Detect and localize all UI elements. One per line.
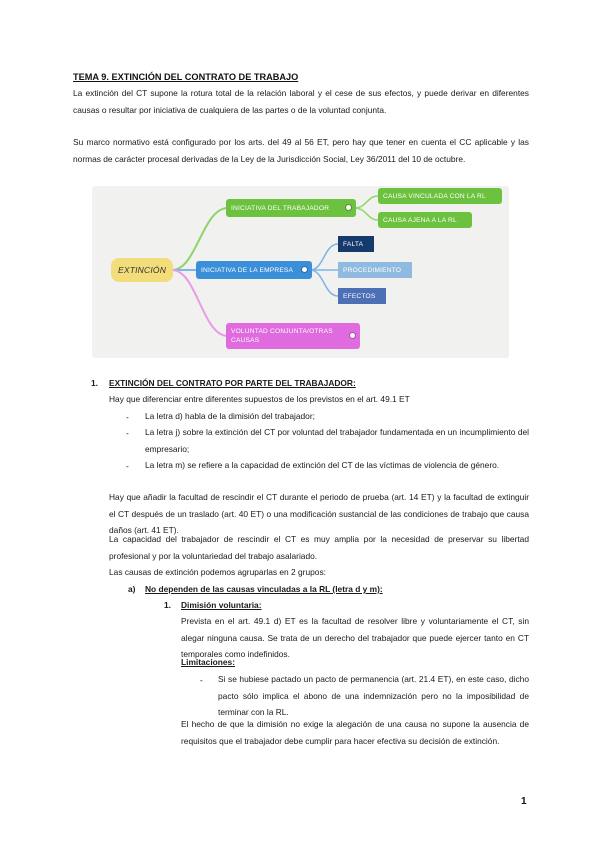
section-number: 1. [91, 378, 98, 388]
collapse-dot-icon [350, 333, 355, 338]
mindmap-node-voluntad [226, 323, 360, 349]
paragraph-3: Hay que añadir la facultad de rescindir el CT durante el periodo de prueba (art. 14 ET) y la facultad de extinguir el CT después de un traslado (art. 40 ET) o una modificación sustancial de las condiciones de trabajo que causa daños (art. 41 ET). [109, 492, 529, 536]
closing-paragraph: El hecho de que la dimisión no exige la alegación de una causa no supone la ausencia de requisitos que el trabajador debe cumplir para hacer efectiva su decisión de extinción. [181, 719, 529, 746]
collapse-dot-icon [302, 267, 307, 272]
sub-a-heading: No dependen de las causas vinculadas a la RL (letra d y m): [145, 584, 383, 594]
mindmap-node-causa-vinculada: CAUSA VINCULADA CON LA RL [378, 188, 502, 204]
bullet-item-3: La letra m) se refiere a la capacidad de extinción del CT de las víctimas de violencia de género. [145, 460, 500, 470]
bullet-item-1: La letra d) habla de la dimisión del trabajador; [145, 411, 315, 421]
mindmap-node-efectos: EFECTOS [338, 288, 386, 304]
mindmap-node-causa-ajena: CAUSA AJENA A LA RL [378, 212, 472, 228]
section-lead: Hay que diferenciar entre diferentes supuestos de los previstos en el art. 49.1 ET [109, 394, 410, 404]
sub-a-label: a) [128, 584, 136, 594]
sub-1-heading: Dimisión voluntaria: [181, 600, 262, 610]
limitaciones-heading: Limitaciones: [181, 657, 235, 667]
mindmap-node-trabajador [226, 199, 356, 217]
bullet-item-2: La letra j) sobre la extinción del CT por voluntad del trabajador fundamentada en un incumplimiento del empresario; [145, 427, 529, 454]
intro-paragraph-1: La extinción del CT supone la rotura total de la relación laboral y el cese de sus efectos, y puede derivar en diferentes causas o resultar por iniciativa de cualquiera de las partes o de la voluntad conjunta. [73, 88, 529, 115]
page-title: TEMA 9. EXTINCIÓN DEL CONTRATO DE TRABAJO [73, 72, 299, 82]
sub-1-label: 1. [164, 600, 171, 610]
bullet-dash: - [200, 675, 203, 685]
bullet-dash: - [126, 461, 129, 471]
bullet-dash: - [126, 428, 129, 438]
limitacion-item: Si se hubiese pactado un pacto de permanencia (art. 21.4 ET), en este caso, dicho pacto sólo implica el abono de una indemnización pero no la imposibilidad de terminar con la RL. [218, 674, 529, 718]
mindmap-node-falta: FALTA [338, 236, 374, 252]
mindmap-node-voluntad-label: VOLUNTAD CONJUNTA/OTRAS CAUSAS [231, 328, 333, 344]
mindmap-root-node: EXTINCIÓN [111, 258, 173, 282]
paragraph-5: Las causas de extinción podemos agruparlas en 2 grupos: [109, 567, 326, 577]
dimision-paragraph: Prevista en el art. 49.1 d) ET es la facultad de resolver libre y voluntariamente el CT, sin alegar ninguna causa. Se trata de un derecho del trabajador que puede ejercer tanto en CT temporales como indefinidos. [181, 616, 529, 660]
intro-paragraph-2: Su marco normativo está configurado por los arts. del 49 al 56 ET, pero hay que tener en cuenta el CC aplicable y las normas de carácter procesal derivadas de la Ley de la Jurisdicción Social, Ley 36/2011 del 10 de octubre. [73, 137, 529, 164]
mindmap-node-procedimiento: PROCEDIMIENTO [338, 262, 412, 278]
mindmap-node-trabajador-label: INICIATIVA DEL TRABAJADOR [231, 204, 330, 212]
bullet-dash: - [126, 412, 129, 422]
page-number: 1 [521, 796, 527, 807]
mindmap-node-empresa-label: INICIATIVA DE LA EMPRESA [201, 266, 294, 274]
mindmap [92, 186, 509, 358]
section-heading: EXTINCIÓN DEL CONTRATO POR PARTE DEL TRABAJADOR: [109, 378, 356, 388]
paragraph-4: La capacidad del trabajador de rescindir el CT es muy amplia por la necesidad de preservar su libertad profesional y por la voluntariedad del trabajo asalariado. [109, 534, 529, 561]
mindmap-node-empresa [196, 261, 312, 279]
collapse-dot-icon [346, 205, 351, 210]
